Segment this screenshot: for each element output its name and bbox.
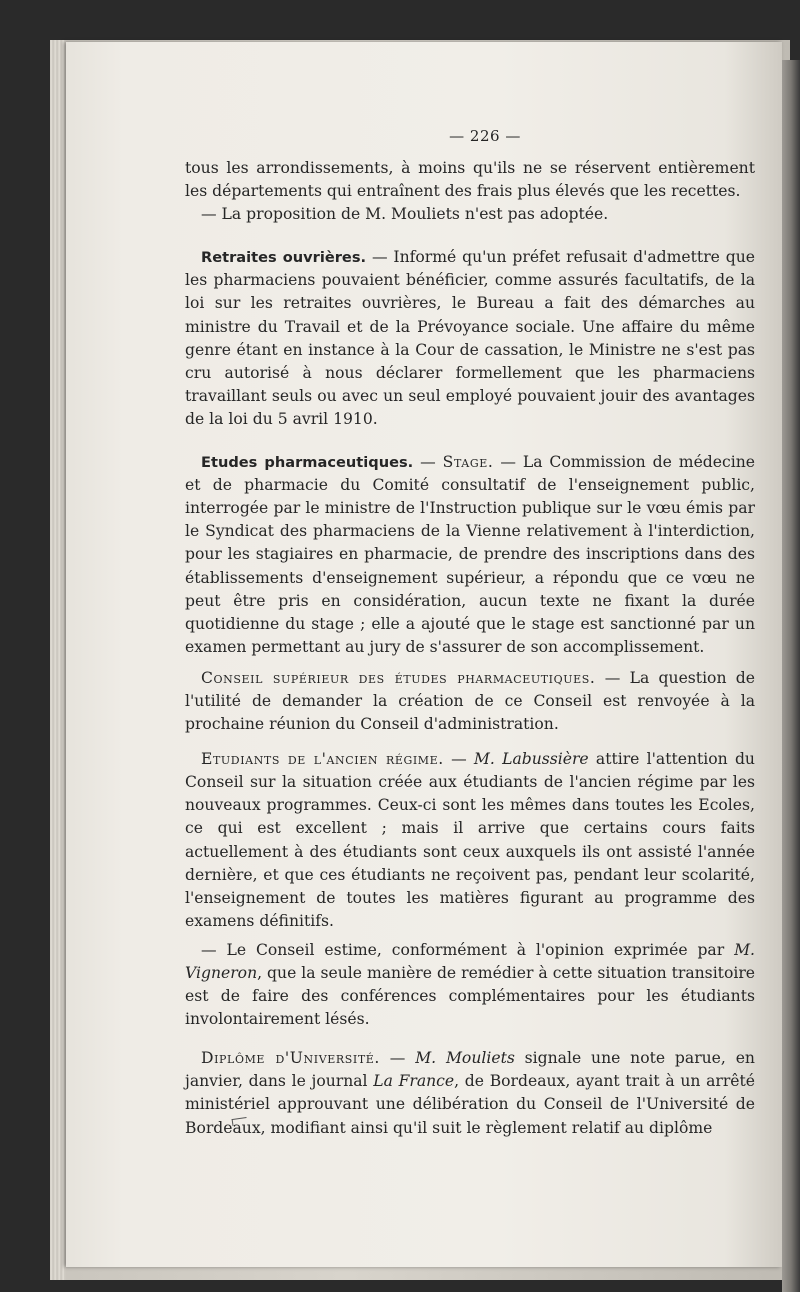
subheading-stage: Stage. [442,453,494,472]
paragraph-intro-1: tous les arrondissements, à moins qu'ils ne se réservent entièrement les départements qui entraînent des frais plus élevés que les recettes. [185,159,755,201]
section-etudes [185,451,755,659]
section-retraites [185,246,755,431]
text-conseil: — La question de l'utilité de demander la création de ce Conseil est renvoyée à la prochaine réunion du Conseil d'administration. [185,668,755,734]
page-gutter [782,60,800,1292]
heading-conseil: Conseil supérieur des études pharmaceutiques. [201,668,596,687]
text-etudiants: attire l'attention du Conseil sur la situation créée aux étudiants de l'ancien régime par les nouveaux programmes. Ceux-ci sont les mêmes dans toutes les Ecoles, ce qui est excellent ; mais il arrive que certains cours faits actuellement à des étudiants sont ceux auxquels ils ont assisté l'année dernière, et que ces étudiants ne reçoivent pas, pendant leur scolarité, l'enseignement de toutes les matières figurant au programme des examens définitifs. [185,750,755,930]
text-etudes: — La Commission de médecine et de pharmacie du Comité consultatif de l'enseignement public, interrogée par le ministre de l'Instruction publique sur le vœu émis par le Syndicat des pharmaciens de la Vienne relativement à l'interdiction, pour les stagiaires en pharmacie, de prendre des inscriptions dans des établissements d'enseignement supérieur, a répondu que ce vœu ne peut être pris en considération, aucun texte ne fixant la durée quotidienne du stage ; elle a ajouté que le stage est sanctionné par un examen permettant au jury de s'assurer de son accomplissement. [185,453,755,656]
text-estime-2: , que la seule manière de remédier à cette situation transitoire est de faire des conférences complémentaires pour les étudiants involontairement lésés. [185,964,755,1029]
heading-diplome: Diplôme d'Université. [201,1049,380,1068]
page-text [185,125,755,1140]
text-estime-1: — Le Conseil estime, conformément à l'opinion exprimée par [201,940,735,959]
heading-etudiants: Etudiants de l'ancien régime. [201,750,444,769]
text-diplome-2: , de Bordeaux, ayant trait à un arrêté ministériel approuvant une délibération du Conseil de l'Université de Bordeaux, modifiant ainsi qu'il suit le règlement relatif au diplôme [185,1072,756,1137]
paragraph-intro-2: — La proposition de M. Mouliets n'est pas adoptée. [201,205,609,224]
section-conseil-estime [185,939,755,1031]
text-diplome-1: signale une note parue, en janvier, dans le journal [185,1049,755,1091]
page-edges [50,40,66,1280]
section-diplome [185,1047,755,1139]
etudiants-dash: — [443,750,474,769]
etudes-dash: — [413,453,443,472]
text-retraites: — Informé qu'un préfet refusait d'admettre que les pharmaciens pouvaient bénéficier, comme assurés facultatifs, de la loi sur les retraites ouvrières, le Bureau a fait des démarches au ministre du Travail et de la Prévoyance sociale. Une affaire du même genre étant en instance à la Cour de cassation, le Ministre ne s'est pas cru autorisé à nous déclarer formellement que les pharmaciens travaillant seuls ou avec un seul employé pouvaient jouir des avantages de la loi du 5 avril 1910. [185,248,755,428]
journal-name: La France [373,1072,455,1091]
heading-etudes: Etudes pharmaceutiques. [201,454,414,472]
name-mouliets: M. Mouliets [415,1049,515,1068]
section-etudiants [185,748,755,933]
name-vigneron: M. Vigneron [185,940,755,982]
diplome-dash: — [379,1049,416,1068]
heading-retraites: Retraites ouvrières. [201,249,367,267]
name-labussiere: M. Labussière [473,750,589,769]
page-number: — 226 — [449,127,521,145]
section-conseil [185,667,755,736]
